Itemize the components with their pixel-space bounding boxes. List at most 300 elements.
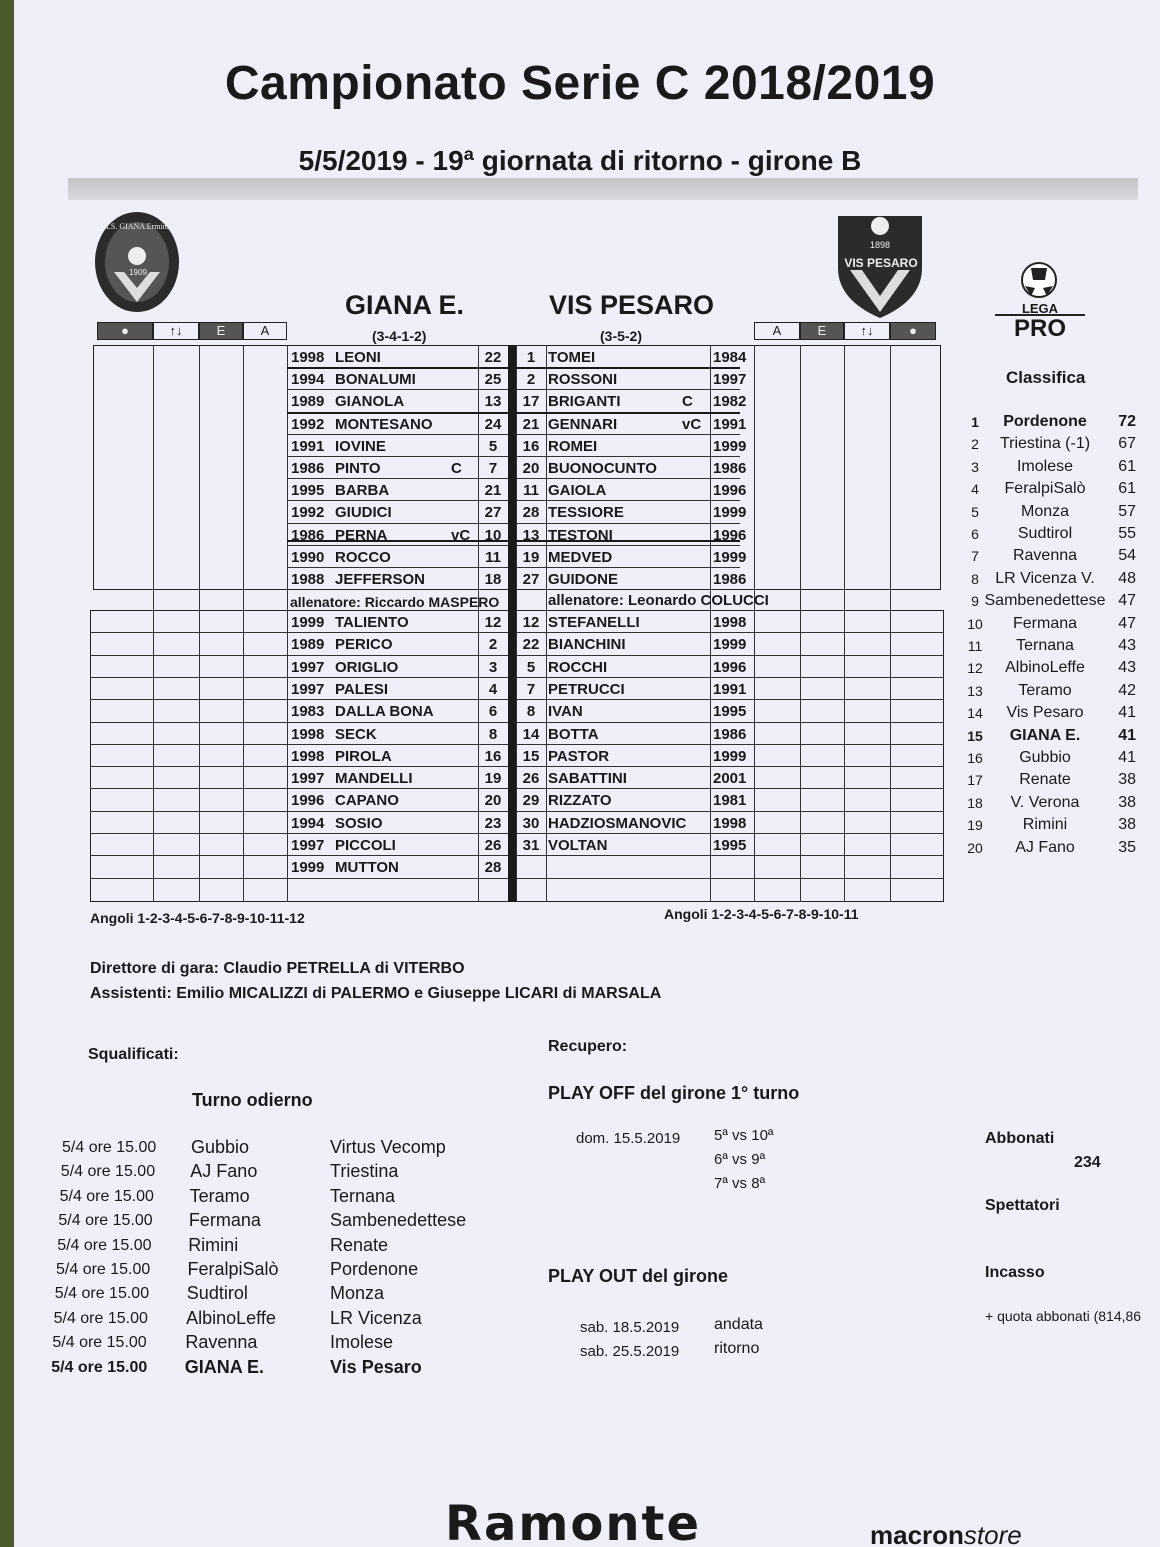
standings-pos: 14 (967, 705, 983, 722)
standings-team: Ternana (1016, 637, 1074, 654)
standings-pos: 12 (967, 660, 983, 677)
standings-pos: 3 (971, 458, 979, 475)
player-number: 15 (522, 747, 540, 765)
home-team-name: GIANA E. (345, 290, 465, 320)
standings-team: Gubbio (1019, 749, 1071, 766)
player-year: 1998 (713, 614, 747, 631)
player-name: ORIGLIO (335, 658, 399, 676)
player-name: DALLA BONA (335, 703, 434, 721)
playoff-match: 6ª vs 9ª (714, 1151, 766, 1168)
player-number: 19 (484, 770, 502, 788)
player-name: BIANCHINI (548, 636, 626, 654)
fixture-away: Virtus Vecomp (330, 1137, 446, 1157)
grid-hline (90, 744, 944, 745)
player-name: JEFFERSON (335, 571, 426, 588)
standings-pos: 6 (971, 526, 979, 542)
standings-pos: 8 (971, 570, 979, 587)
player-name: PASTOR (548, 747, 610, 765)
playout-leg: andata (714, 1316, 763, 1333)
player-name: LEONI (335, 349, 381, 366)
player-year: 1991 (713, 680, 747, 698)
fixture-home: Rimini (188, 1234, 239, 1255)
player-number: 5 (526, 658, 536, 676)
player-year: 1994 (291, 371, 325, 389)
player-name: TESSIORE (548, 504, 624, 522)
player-year: 1999 (713, 504, 747, 522)
turno-title: Turno odierno (192, 1090, 313, 1110)
standings-points: 41 (1118, 726, 1136, 744)
standings-team: Triestina (-1) (999, 435, 1091, 453)
player-number: 19 (522, 548, 540, 566)
store-text: store (963, 1520, 1022, 1547)
abbonati-value: 234 (1074, 1154, 1101, 1171)
standings-points: 38 (1118, 793, 1136, 811)
playout-title: PLAY OUT del girone (548, 1266, 729, 1286)
standings-team: Monza (1020, 502, 1070, 520)
player-name: BRIGANTI (548, 393, 621, 411)
player-name: VOLTAN (548, 837, 608, 854)
standings-pos: 13 (967, 682, 983, 699)
standings-points: 61 (1118, 457, 1136, 475)
standings-team: LR Vicenza V. (995, 569, 1095, 587)
player-name: BARBA (335, 482, 390, 500)
standings-team: Rimini (1022, 816, 1068, 834)
grid-vline (844, 345, 845, 902)
player-year: 1992 (291, 504, 325, 522)
fixture-date: 5/4 ore 15.00 (59, 1187, 154, 1205)
grid-hline (90, 878, 944, 879)
player-year: 1997 (291, 770, 325, 788)
standings-points: 47 (1118, 614, 1136, 632)
standings-points: 42 (1118, 681, 1136, 699)
standings-points: 55 (1118, 525, 1136, 542)
standings-points: 57 (1118, 502, 1136, 520)
player-number: 10 (484, 526, 502, 544)
player-year: 1996 (713, 526, 747, 544)
standings-points: 72 (1118, 413, 1136, 430)
player-number: 12 (484, 614, 502, 631)
playout-date: sab. 25.5.2019 (580, 1343, 680, 1360)
player-number: 16 (484, 747, 502, 765)
away-team-name: VIS PESARO (549, 290, 715, 320)
player-name: ROCCHI (548, 658, 608, 676)
player-number: 13 (522, 526, 540, 544)
player-name: PINTO (335, 460, 381, 477)
standings-points: 67 (1118, 435, 1136, 453)
vis-pesaro-logo-year: 1898 (869, 240, 891, 250)
player-year: 1996 (713, 482, 747, 500)
fixture-date: 5/4 ore 15.00 (56, 1261, 151, 1278)
grid-hline (90, 855, 944, 856)
player-number: 22 (484, 349, 502, 366)
player-name: MONTESANO (335, 415, 433, 433)
center-divider (508, 345, 516, 902)
player-year: 1990 (291, 548, 325, 566)
player-name: BUONOCUNTO (548, 460, 657, 477)
fixture-away: Ternana (330, 1185, 396, 1206)
player-year: 1995 (291, 482, 325, 500)
standings-points: 41 (1118, 749, 1136, 766)
fixture-away: Sambenedettese (330, 1210, 467, 1231)
standings-points: 48 (1118, 569, 1136, 587)
player-number: 31 (522, 837, 540, 854)
player-number: 26 (522, 770, 540, 788)
fixture-away: Pordenone (330, 1259, 419, 1279)
grid-vline (546, 345, 547, 902)
standings-pos: 1 (971, 414, 979, 430)
player-number: 22 (522, 636, 540, 654)
giana-logo-year: 1909 (129, 268, 147, 277)
grid-vline (710, 345, 711, 902)
grid-vline (516, 345, 517, 902)
fixture-home: FeralpiSalò (187, 1259, 279, 1279)
player-year: 1995 (713, 837, 747, 854)
standings-title: Classifica (1006, 368, 1086, 387)
fixture-home: Fermana (188, 1210, 261, 1231)
abbonati-label: Abbonati (985, 1130, 1055, 1147)
standings-team: Sambenedettese (984, 592, 1106, 610)
player-name: BONALUMI (335, 371, 416, 389)
standings-team: Imolese (1016, 457, 1074, 475)
standings-points: 35 (1118, 838, 1136, 856)
player-name: RIZZATO (548, 792, 612, 810)
home-hdr-arrows: ↑↓ (153, 322, 199, 340)
player-number: 29 (522, 792, 540, 810)
player-year: 1998 (713, 814, 747, 832)
away-corners: Angoli 1-2-3-4-5-6-7-8-9-10-11 (664, 906, 859, 922)
player-number: 8 (488, 725, 498, 743)
standings-pos: 16 (967, 750, 983, 766)
standings-team: Pordenone (1003, 413, 1087, 430)
player-year: 1999 (713, 636, 747, 654)
player-year: 1988 (291, 571, 325, 588)
player-name: MUTTON (335, 859, 399, 877)
grid-hline (90, 811, 944, 812)
starters-grid (93, 345, 941, 590)
player-number: 16 (522, 437, 540, 455)
player-number: 23 (484, 814, 502, 832)
player-name: GENNARI (548, 415, 618, 433)
standings-pos: 19 (967, 817, 983, 834)
player-number: 17 (522, 393, 540, 411)
standings-points: 61 (1118, 480, 1136, 498)
home-corners: Angoli 1-2-3-4-5-6-7-8-9-10-11-12 (90, 910, 305, 926)
player-role: C (451, 460, 462, 477)
standings-pos: 15 (967, 727, 983, 744)
player-name: MANDELLI (335, 770, 413, 788)
player-year: 1997 (291, 658, 325, 676)
standings-pos: 11 (967, 638, 983, 654)
player-name: TALIENTO (335, 614, 409, 631)
home-hdr-e: E (199, 322, 243, 340)
standings-points: 54 (1118, 547, 1136, 565)
standings-team: AJ Fano (1015, 838, 1075, 856)
player-number: 25 (484, 371, 502, 389)
standings-pos: 20 (967, 839, 983, 856)
standings-pos: 9 (971, 593, 979, 610)
player-year: 1986 (291, 460, 325, 477)
player-number: 6 (488, 703, 498, 721)
player-number: 7 (526, 680, 536, 698)
player-number: 14 (522, 725, 540, 743)
page-title: Campionato Serie C 2018/2019 (224, 57, 936, 110)
player-name: PETRUCCI (548, 680, 625, 698)
player-year: 1989 (291, 393, 325, 411)
player-number: 8 (526, 703, 536, 721)
standings-team: Vis Pesaro (1006, 704, 1084, 722)
spettatori-label: Spettatori (985, 1197, 1060, 1214)
fixture-date: 5/4 ore 15.00 (57, 1236, 152, 1254)
grid-vline (800, 345, 801, 902)
grid-hline (90, 722, 944, 723)
player-name: GIANOLA (335, 393, 405, 411)
player-number: 20 (522, 460, 540, 477)
standings-pos: 5 (971, 503, 979, 520)
player-number: 2 (488, 636, 498, 654)
away-hdr-ball: ● (890, 322, 936, 340)
lega-pro-top: LEGA (1021, 301, 1059, 316)
player-year: 1986 (291, 526, 325, 544)
vis-pesaro-logo-text: VIS PESARO (844, 256, 918, 270)
player-name: ROCCO (335, 548, 391, 566)
fixture-date: 5/4 ore 15.00 (54, 1285, 150, 1303)
player-number: 12 (522, 614, 540, 631)
fixture-home: AJ Fano (190, 1161, 258, 1182)
player-year: 1999 (291, 859, 325, 877)
player-number: 13 (484, 393, 502, 411)
player-number: 2 (526, 371, 536, 389)
player-number: 11 (485, 548, 501, 566)
fixture-away: Renate (330, 1234, 389, 1255)
player-year: 1992 (291, 415, 325, 433)
player-year: 1986 (713, 725, 747, 743)
playout-leg: ritorno (714, 1340, 760, 1357)
player-number: 28 (484, 859, 502, 877)
grid-vline (287, 345, 288, 902)
standings-points: 43 (1118, 659, 1136, 677)
player-year: 1982 (713, 393, 747, 411)
sponsor-ramonte: Ramonte (445, 1496, 702, 1547)
player-number: 7 (488, 460, 498, 477)
lega-pro-bottom: PRO (995, 314, 1085, 342)
playoff-match: 5ª vs 10ª (714, 1127, 774, 1144)
player-name: GUIDONE (548, 571, 619, 588)
player-name: PALESI (335, 680, 389, 698)
standings-team: Fermana (1012, 614, 1078, 632)
standings-team: FeralpiSalò (1004, 480, 1086, 498)
sponsor-macron (870, 1520, 1022, 1547)
grid-vline (754, 345, 755, 902)
player-name: ROSSONI (548, 371, 618, 389)
away-coach: allenatore: Leonardo COLUCCI (548, 592, 769, 609)
player-number: 27 (522, 571, 540, 588)
player-role: C (682, 393, 693, 411)
grid-vline (199, 345, 200, 902)
squalificati-label: Squalificati: (88, 1046, 179, 1063)
grid-hline (90, 677, 944, 678)
player-name: MEDVED (548, 548, 613, 566)
player-year: 1997 (291, 837, 325, 854)
player-year: 1981 (713, 792, 747, 810)
player-year: 1984 (713, 349, 747, 366)
away-formation: (3-5-2) (600, 328, 643, 344)
player-name: PERNA (335, 526, 388, 544)
player-name: SECK (335, 725, 377, 743)
player-number: 18 (484, 571, 502, 588)
incasso-label: Incasso (985, 1264, 1045, 1281)
home-formation: (3-4-1-2) (372, 328, 427, 344)
player-year: 1989 (291, 636, 325, 654)
player-number: 21 (522, 415, 540, 433)
fixture-away: Vis Pesaro (330, 1356, 422, 1377)
fixture-date: 5/4 ore 15.00 (51, 1358, 148, 1376)
fixture-away: Monza (330, 1283, 385, 1304)
quota-abbonati: + quota abbonati (814,86 (985, 1308, 1142, 1324)
standings-points: 47 (1118, 592, 1136, 610)
player-number: 26 (484, 837, 502, 854)
player-name: BOTTA (548, 725, 599, 743)
standings-team: Renate (1019, 771, 1071, 789)
player-name: PIROLA (335, 747, 392, 765)
standings-points: 38 (1118, 771, 1136, 789)
fixture-away: LR Vicenza (330, 1307, 422, 1328)
player-year: 1983 (291, 703, 325, 721)
player-number: 24 (484, 415, 502, 433)
recupero-label: Recupero: (548, 1038, 628, 1055)
player-year: 1997 (713, 371, 747, 389)
player-name: TESTONI (548, 526, 613, 544)
grid-vline (153, 345, 154, 902)
player-number: 11 (523, 482, 539, 500)
page-subtitle: 5/5/2019 - 19ª giornata di ritorno - girone B (298, 145, 862, 176)
player-year: 1991 (291, 437, 325, 455)
standings-pos: 18 (967, 794, 983, 811)
grid-hline (90, 788, 944, 789)
player-name: STEFANELLI (548, 614, 640, 631)
grid-hline (90, 766, 944, 767)
away-hdr-arrows: ↑↓ (844, 322, 890, 340)
fixture-away: Imolese (330, 1332, 394, 1353)
player-name: GAIOLA (548, 482, 607, 500)
grid-vline (243, 345, 244, 902)
home-hdr-ball: ● (97, 322, 153, 340)
subtitle-bar (68, 178, 1138, 200)
player-name: IOVINE (335, 437, 386, 455)
grid-hline (90, 655, 944, 656)
fixture-date: 5/4 ore 15.00 (60, 1163, 156, 1181)
player-year: 1999 (713, 548, 747, 566)
playout-date: sab. 18.5.2019 (580, 1319, 680, 1336)
player-year: 1998 (291, 349, 325, 366)
player-year: 1999 (291, 614, 325, 631)
player-number: 4 (488, 680, 498, 698)
player-year: 1995 (713, 703, 747, 721)
player-year: 1998 (291, 725, 325, 743)
fixture-date: 5/4 ore 15.00 (53, 1309, 148, 1327)
home-coach: allenatore: Riccardo MASPERO (290, 594, 500, 610)
player-name: PERICO (335, 636, 393, 654)
standings-pos: 17 (967, 772, 983, 789)
away-hdr-e: E (800, 322, 844, 340)
player-number: 21 (484, 482, 502, 500)
standings-points: 43 (1118, 637, 1136, 654)
player-name: SABATTINI (548, 770, 627, 788)
player-name: SOSIO (335, 814, 383, 832)
player-name: TOMEI (548, 349, 596, 366)
player-year: 1994 (291, 814, 325, 832)
player-number: 3 (488, 658, 498, 676)
playoff-title: PLAY OFF del girone 1° turno (548, 1083, 800, 1103)
macron-text: macron (870, 1520, 964, 1547)
standings-pos: 4 (971, 481, 979, 498)
grid-hline (90, 833, 944, 834)
player-year: 1999 (713, 747, 747, 765)
fixture-away: Triestina (330, 1161, 399, 1182)
fixture-home: GIANA E. (184, 1356, 265, 1377)
fixture-home: Sudtirol (186, 1283, 248, 1304)
playoff-match: 7ª vs 8ª (714, 1175, 766, 1192)
player-name: CAPANO (335, 792, 399, 810)
player-number: 5 (488, 437, 498, 455)
standings-points: 38 (1118, 816, 1136, 834)
standings-pos: 7 (971, 548, 979, 565)
fixture-home: Gubbio (191, 1137, 250, 1157)
player-year: 1991 (713, 415, 747, 433)
fixture-home: Teramo (189, 1185, 250, 1206)
fixture-date: 5/4 ore 15.00 (58, 1212, 153, 1230)
player-number: 1 (526, 349, 536, 366)
player-role: vC (682, 415, 702, 433)
player-role: vC (451, 526, 471, 544)
standings-team: V. Verona (1010, 793, 1080, 811)
player-name: IVAN (548, 703, 583, 721)
player-year: 1996 (291, 792, 325, 810)
giana-logo-text: A.S. GIANA Erminio (103, 222, 173, 231)
fixture-home: AlbinoLeffe (186, 1307, 276, 1328)
standings-team: Ravenna (1012, 547, 1078, 565)
grid-vline (890, 345, 891, 902)
player-year: 1999 (713, 437, 747, 455)
assistants: Assistenti: Emilio MICALIZZI di PALERMO e Giuseppe LICARI di MARSALA (90, 985, 662, 1002)
standings-team: Sudtirol (1017, 525, 1073, 542)
player-number: 20 (484, 792, 502, 810)
player-name: GIUDICI (335, 504, 392, 522)
away-hdr-a: A (754, 322, 800, 340)
grid-hline (90, 632, 944, 633)
fixture-date: 5/4 ore 15.00 (62, 1139, 157, 1156)
player-number: 27 (484, 504, 502, 522)
playoff-date: dom. 15.5.2019 (576, 1130, 681, 1147)
grid-vline (478, 345, 479, 902)
referee: Direttore di gara: Claudio PETRELLA di VITERBO (90, 960, 465, 977)
standings-team: Teramo (1018, 681, 1072, 699)
standings-pos: 10 (967, 615, 983, 632)
standings-points: 41 (1118, 704, 1136, 722)
player-year: 1986 (713, 571, 747, 588)
player-year: 1997 (291, 680, 325, 698)
player-year: 2001 (713, 770, 747, 788)
standings-pos: 2 (971, 436, 979, 453)
player-name: HADZIOSMANOVIC (548, 814, 687, 832)
player-year: 1998 (291, 747, 325, 765)
player-number: 28 (522, 504, 540, 522)
player-year: 1986 (713, 460, 747, 477)
grid-hline (90, 699, 944, 700)
fixture-home: Ravenna (185, 1332, 258, 1353)
standings-team: GIANA E. (1009, 726, 1081, 744)
player-year: 1996 (713, 658, 747, 676)
player-number: 30 (522, 814, 540, 832)
